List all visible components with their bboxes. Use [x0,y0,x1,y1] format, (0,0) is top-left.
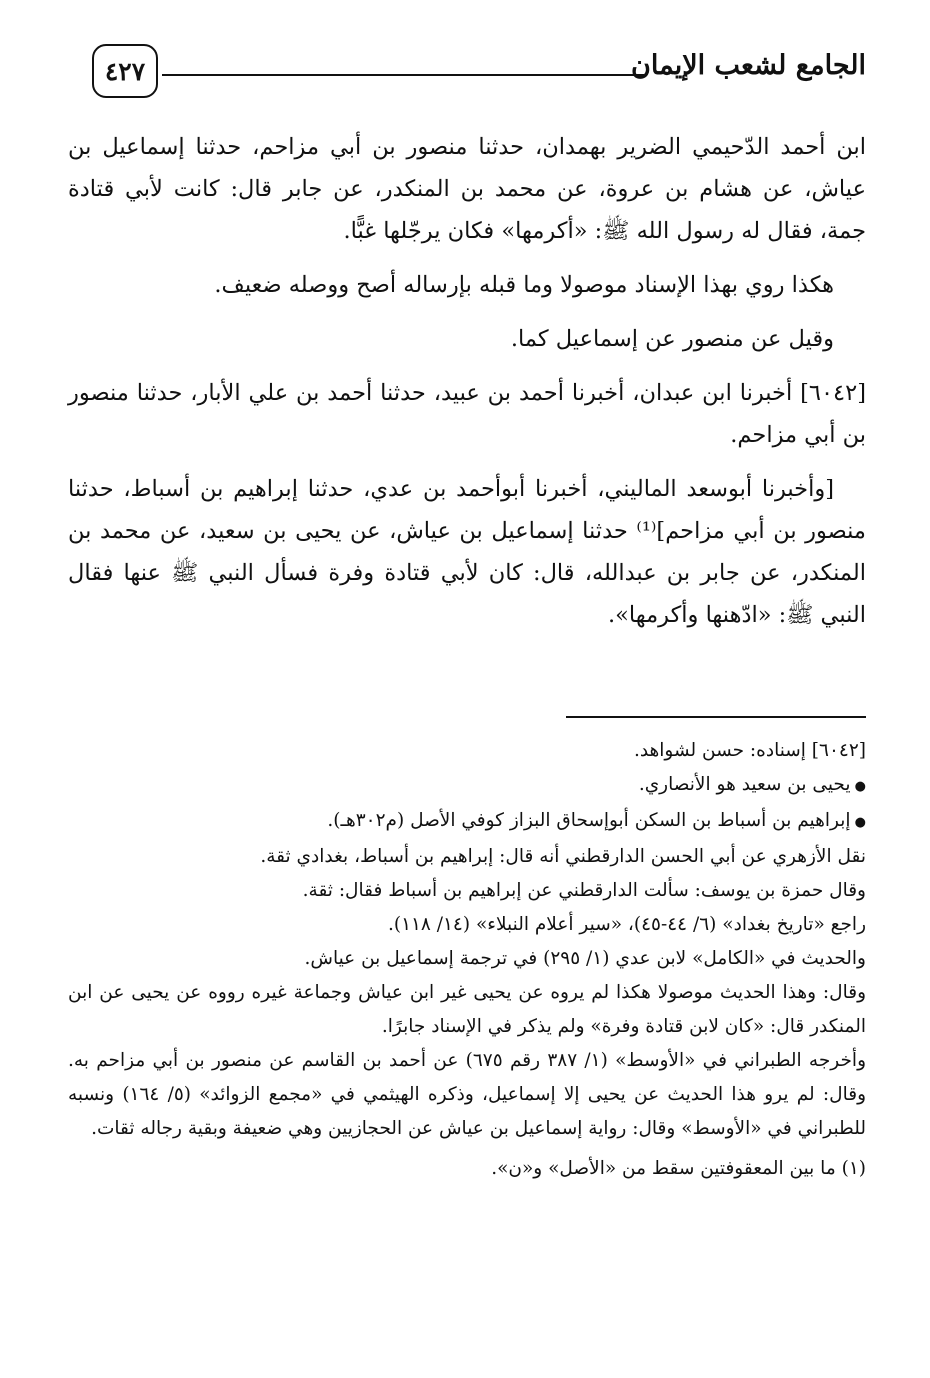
footnote-line: وقال حمزة بن يوسف: سألت الدارقطني عن إبراهيم بن أسباط فقال: ثقة. [302,880,866,901]
footnote-1: (١) ما بين المعقوفتين سقط من «الأصل» و«ن». [491,1158,866,1179]
paragraph-1: ابن أحمد الدّحيمي الضرير بهمدان، حدثنا منصور بن أبي مزاحم، حدثنا إسماعيل بن عياش، عن هشام بن عروة، عن محمد بن المنكدر، عن جابر قال: كانت لأبي قتادة جمة، فقال له رسول الله ﷺ: «أكرمها» فكان يرجّلها غبًّا. [68,134,866,244]
paragraph-5: [وأخبرنا أبوسعد الماليني، أخبرنا أبوأحمد بن عدي، حدثنا إبراهيم بن أسباط، حدثنا منصور بن أبي مزاحم]⁽¹⁾ حدثنا إسماعيل بن عياش، عن يحيى بن سعيد، عن محمد بن المنكدر، عن جابر بن عبدالله، قال: كان لأبي قتادة وفرة فسأل النبي ﷺ عنها فقال النبي ﷺ: «ادّهنها وأكرمها». [68,476,866,628]
page-number: ٤٢٧ [92,44,158,98]
footnote-grade: [٦٠٤٢] إسناده: حسن لشواهد. [633,740,866,761]
header-rule [162,74,644,76]
footnote-separator [566,716,866,718]
paragraph-3: وقيل عن منصور عن إسماعيل كما. [510,326,834,352]
footnote-line: راجع «تاريخ بغداد» (٦/ ٤٤-٤٥)، «سير أعلام النبلاء» (١٤/ ١١٨). [387,914,866,935]
footnote-bullet-1: ● يحيى بن سعيد هو الأنصاري. [68,768,866,804]
footnotes [68,734,866,1186]
main-text [68,126,866,648]
hadith-6042: [٦٠٤٢] أخبرنا ابن عبدان، أخبرنا أحمد بن عبيد، حدثنا أحمد بن علي الأبار، حدثنا منصور بن أبي مزاحم. [68,380,866,448]
running-title: الجامع لشعب الإيمان [631,50,866,81]
footnote-line: نقل الأزهري عن أبي الحسن الدارقطني أنه قال: إبراهيم بن أسباط، بغدادي ثقة. [260,846,866,867]
paragraph-2: هكذا روي بهذا الإسناد موصولا وما قبله بإرساله أصح ووصله ضعيف. [214,272,834,298]
footnote-line: وقال: وهذا الحديث موصولا هكذا لم يروه عن يحيى غير ابن عياش وجماعة غيره رووه عن يحيى عن ابن المنكدر قال: «كان لابن قتادة وفرة» ولم يذكر في الإسناد جابرًا. [68,982,866,1037]
footnote-line: وأخرجه الطبراني في «الأوسط» (١/ ٣٨٧ رقم ٦٧٥) عن أحمد بن القاسم عن منصور بن أبي مزاحم به. وقال: لم يرو هذا الحديث عن يحيى إلا إسماعيل، وذكره الهيثمي في «مجمع الزوائد» (٥/ ١٦٤) ونسبه للطبراني في «الأوسط» وقال: رواية إسماعيل بن عياش عن الحجازيين وهي ضعيفة وبقية رجاله ثقات. [68,1050,866,1139]
page-header [92,44,866,108]
footnote-bullet-2: ● إبراهيم بن أسباط بن السكن أبوإسحاق البزاز كوفي الأصل (م٣٠٢هـ). [68,804,866,840]
footnote-line: والحديث في «الكامل» لابن عدي (١/ ٢٩٥) في ترجمة إسماعيل بن عياش. [304,948,866,969]
